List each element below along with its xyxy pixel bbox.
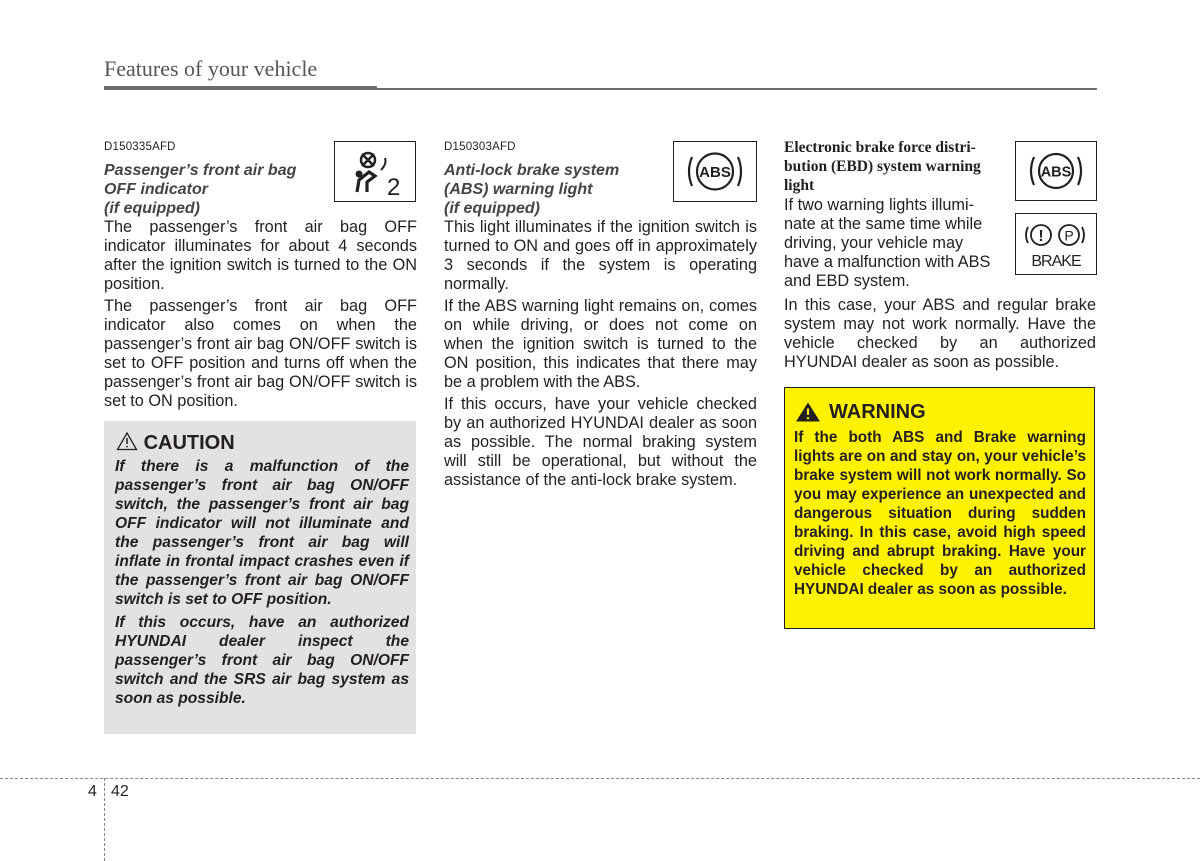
paragraph: The passenger’s front air bag OFF indicator illuminates for about 4 seconds after the ignition switch is turned to the ON position. — [104, 218, 417, 293]
svg-text:ABS: ABS — [699, 164, 731, 181]
section-number: 4 — [88, 783, 97, 800]
header-rule-thin — [377, 88, 1097, 90]
paragraph: This light illuminates if the ignition switch is turned to ON and goes off in approximately 3 seconds if the system is operating normally. — [444, 218, 757, 293]
section-code: D150335AFD — [104, 141, 176, 153]
paragraph: If two warning lights illumi- nate at the same time while driving, your vehicle may have a malfunction with ABS and EBD system. — [784, 196, 991, 290]
warning-triangle-icon — [795, 401, 821, 423]
section-title: Electronic brake force distri- bution (EBD) system warning light — [784, 139, 981, 194]
svg-text:P: P — [1064, 227, 1074, 244]
svg-text:ABS: ABS — [1040, 164, 1072, 181]
section-title: Passenger’s front air bag OFF indicator (if equipped) — [104, 162, 297, 217]
header-rule-thick — [104, 86, 377, 90]
svg-text:2: 2 — [387, 174, 401, 201]
warning-heading: WARNING — [829, 401, 926, 423]
caution-box — [104, 421, 416, 734]
airbag-off-icon — [334, 141, 416, 202]
abs-warning-icon — [1015, 141, 1097, 201]
abs-warning-icon — [673, 141, 757, 202]
paragraph: If this occurs, have your vehicle checked by an authorized HYUNDAI dealer as soon as possible. The normal braking system will still be operational, but without the assistance of the anti-lock brake system. — [444, 395, 757, 489]
caution-body: If there is a malfunction of the passenger’s front air bag ON/OFF switch, the passenger’s front air bag OFF indicator will not illuminate and the passenger’s front air bag will inflate in frontal impact crashes even if the passenger’s front air bag ON/OFF switch is set to OFF position. If this occurs, have an authorized HYUNDAI dealer inspect the passenger’s front air bag ON/OFF switch and the SRS air bag system as soon as possible. — [115, 458, 409, 707]
section-code: D150303AFD — [444, 141, 516, 153]
svg-text:BRAKE: BRAKE — [1031, 253, 1081, 270]
section-title: Anti-lock brake system (ABS) warning light (if equipped) — [444, 162, 620, 217]
caution-heading: CAUTION — [116, 431, 235, 455]
brake-warning-icon — [1015, 213, 1097, 275]
page-header-title: Features of your vehicle — [104, 56, 318, 81]
svg-text:!: ! — [1038, 228, 1044, 245]
caution-triangle-icon — [116, 431, 138, 451]
warning-body: If the both ABS and Brake warning lights are on and stay on, your vehicle’s brake system will not work normally. So you may experience an unexpected and dangerous situation during sudden braking. In this case, avoid high speed driving and abrupt braking. Have your vehicle checked by an authorized HYUNDAI dealer as soon as possible. — [794, 429, 1086, 598]
footer-divider — [104, 778, 105, 861]
column-ebd — [784, 138, 1006, 291]
warning-box — [784, 387, 1095, 629]
page-number: 42 — [111, 783, 129, 800]
paragraph: In this case, your ABS and regular brake system may not work normally. Have the vehicle checked by an authorized HYUNDAI dealer as soon as possible. — [784, 296, 1096, 371]
paragraph: The passenger’s front air bag OFF indicator also comes on when the passenger’s front air bag ON/OFF switch is set to OFF position and turns off when the passenger’s front air bag ON/OFF switch is set to ON position. — [104, 297, 417, 410]
footer-rule — [0, 778, 1200, 779]
paragraph: If the ABS warning light remains on, comes on while driving, or does not come on when the ignition switch is turned to the ON position, this indicates that there may be a problem with the ABS. — [444, 297, 757, 391]
